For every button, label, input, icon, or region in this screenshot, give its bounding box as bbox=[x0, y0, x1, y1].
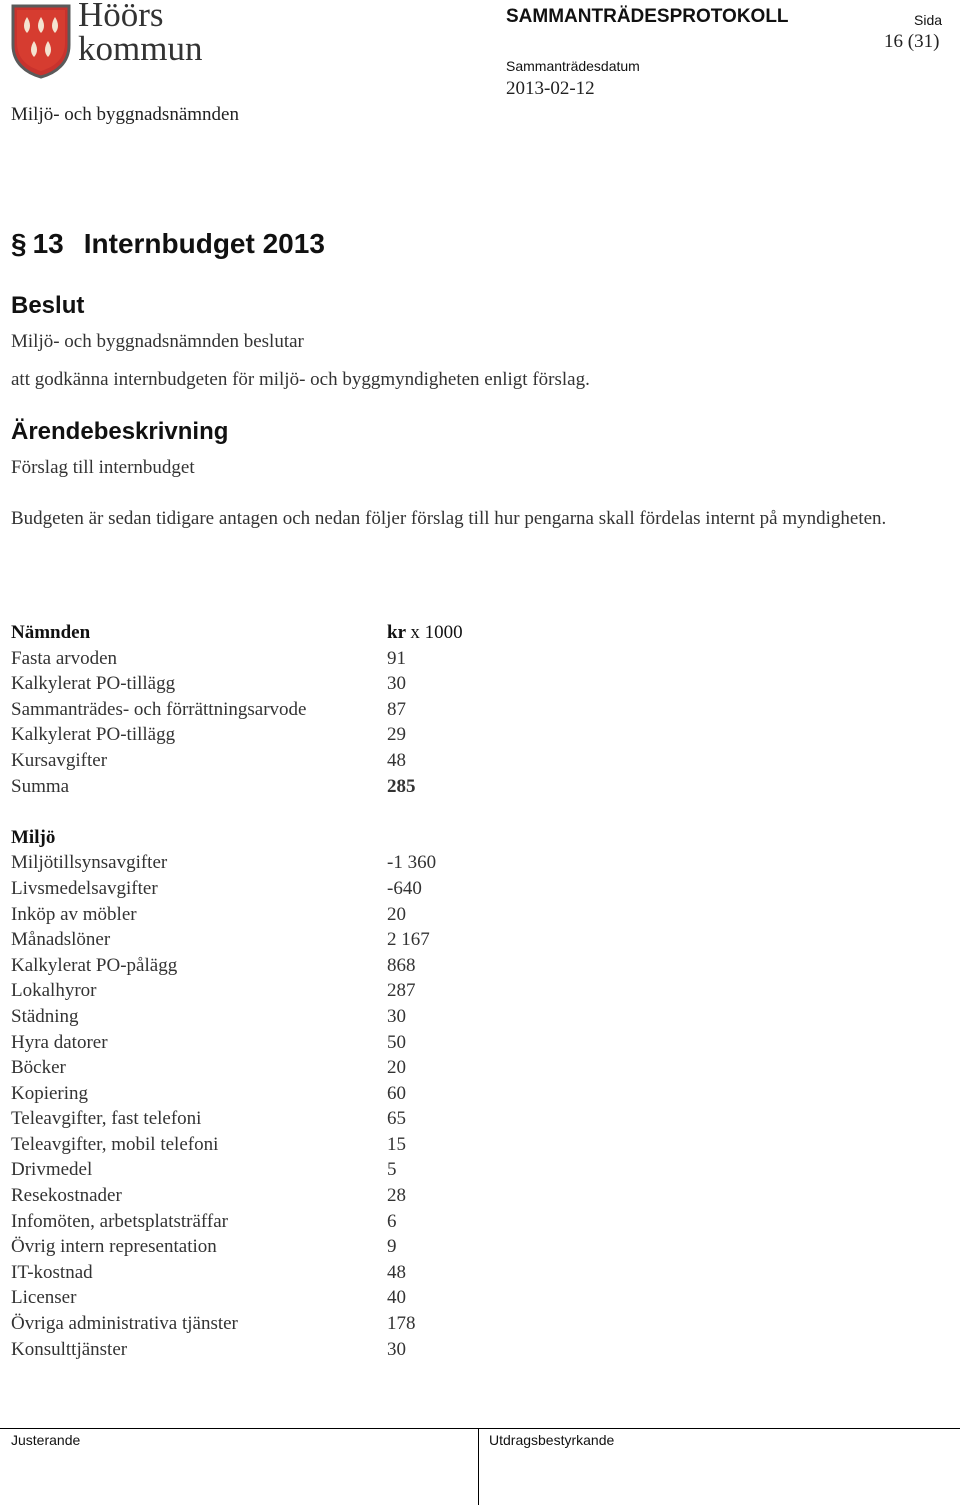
row-label: Hyra datorer bbox=[11, 1031, 108, 1053]
page-label: Sida bbox=[914, 12, 943, 28]
row-label: Lokalhyror bbox=[11, 980, 97, 1002]
row-label: Kalkylerat PO-pålägg bbox=[11, 954, 178, 976]
row-value: 178 bbox=[387, 1313, 416, 1335]
row-value: -640 bbox=[387, 877, 422, 899]
row-value: 20 bbox=[387, 903, 406, 925]
section-title: Internbudget 2013 bbox=[83, 228, 325, 259]
row-label: IT-kostnad bbox=[11, 1261, 93, 1283]
row-label: Fasta arvoden bbox=[11, 647, 118, 669]
table-header-unit-bold: kr bbox=[387, 622, 406, 643]
row-label: Övrig intern representation bbox=[11, 1236, 217, 1258]
row-value: 91 bbox=[387, 647, 406, 669]
row-value: 50 bbox=[387, 1031, 406, 1053]
row-value: 9 bbox=[387, 1236, 397, 1258]
sum-label: Summa bbox=[11, 775, 70, 797]
row-value: 40 bbox=[387, 1287, 406, 1309]
row-label: Licenser bbox=[11, 1287, 77, 1309]
meeting-date-value: 2013-02-12 bbox=[506, 78, 595, 99]
row-label: Miljötillsynsavgifter bbox=[11, 852, 168, 874]
row-value: 29 bbox=[387, 724, 406, 746]
row-label: Städning bbox=[11, 1005, 79, 1027]
decision-intro: Miljö- och byggnadsnämnden beslutar bbox=[11, 331, 304, 352]
row-label: Inköp av möbler bbox=[11, 903, 137, 925]
row-label: Kalkylerat PO-tillägg bbox=[11, 724, 176, 746]
row-label: Livsmedelsavgifter bbox=[11, 877, 158, 899]
row-value: 30 bbox=[387, 673, 406, 695]
meeting-date-label: Sammanträdesdatum bbox=[506, 58, 640, 74]
municipality-name-line2: kommun bbox=[78, 29, 203, 68]
section-heading bbox=[11, 228, 325, 260]
row-value: 48 bbox=[387, 1261, 406, 1283]
case-description-subheading: Förslag till internbudget bbox=[11, 457, 195, 478]
committee-name: Miljö- och byggnadsnämnden bbox=[11, 104, 239, 125]
row-label: Övriga administrativa tjänster bbox=[11, 1313, 238, 1335]
section-number: 13 bbox=[32, 228, 64, 259]
municipality-coat-of-arms-logo bbox=[10, 3, 72, 79]
row-value: 30 bbox=[387, 1005, 406, 1027]
page-number: 16 (31) bbox=[884, 31, 940, 52]
footer-certifier-label: Utdragsbestyrkande bbox=[489, 1432, 615, 1448]
row-label: Böcker bbox=[11, 1057, 66, 1079]
row-label: Teleavgifter, mobil telefoni bbox=[11, 1133, 219, 1155]
row-value: 48 bbox=[387, 749, 406, 771]
document-type: SAMMANTRÄDESPROTOKOLL bbox=[506, 6, 789, 27]
row-value: 87 bbox=[387, 698, 406, 720]
table-header-unit-rest: x 1000 bbox=[410, 622, 463, 643]
row-label: Konsulttjänster bbox=[11, 1338, 128, 1360]
row-label: Kalkylerat PO-tillägg bbox=[11, 673, 176, 695]
row-value: 20 bbox=[387, 1057, 406, 1079]
case-description-heading: Ärendebeskrivning bbox=[11, 418, 229, 445]
sum-value: 285 bbox=[387, 775, 416, 797]
row-label: Resekostnader bbox=[11, 1185, 122, 1207]
row-label: Kursavgifter bbox=[11, 749, 108, 771]
row-label: Sammanträdes- och förrättningsarvode bbox=[11, 698, 307, 720]
row-value: 868 bbox=[387, 954, 416, 976]
decision-text: att godkänna internbudgeten för miljö- och byggmyndigheten enligt förslag. bbox=[11, 369, 590, 390]
table-header-unit bbox=[387, 620, 463, 646]
footer-adjuster-label: Justerande bbox=[11, 1432, 81, 1448]
row-value: 2 167 bbox=[387, 929, 430, 951]
row-value: 65 bbox=[387, 1108, 406, 1130]
paragraph-symbol: § bbox=[11, 228, 27, 259]
row-label: Kopiering bbox=[11, 1082, 89, 1104]
row-value: 28 bbox=[387, 1185, 406, 1207]
miljo-heading: Miljö bbox=[11, 826, 56, 848]
municipality-name bbox=[78, 0, 202, 66]
decision-heading: Beslut bbox=[11, 292, 85, 319]
row-value: 15 bbox=[387, 1133, 406, 1155]
row-value: -1 360 bbox=[387, 852, 437, 874]
row-value: 30 bbox=[387, 1338, 406, 1360]
row-label: Teleavgifter, fast telefoni bbox=[11, 1108, 202, 1130]
row-value: 5 bbox=[387, 1159, 397, 1181]
row-label: Infomöten, arbetsplatsträffar bbox=[11, 1210, 229, 1232]
row-label: Månadslöner bbox=[11, 929, 111, 951]
footer-rule bbox=[0, 1428, 960, 1429]
municipality-name-line1: Höörs bbox=[78, 0, 164, 34]
row-value: 60 bbox=[387, 1082, 406, 1104]
footer-divider bbox=[478, 1428, 479, 1505]
row-label: Drivmedel bbox=[11, 1159, 93, 1181]
table-header-label: Nämnden bbox=[11, 622, 91, 643]
row-value: 287 bbox=[387, 980, 416, 1002]
case-description-paragraph: Budgeten är sedan tidigare antagen och nedan följer förslag till hur pengarna skall fördelas internt på myndigheten. bbox=[11, 508, 887, 529]
row-value: 6 bbox=[387, 1210, 397, 1232]
